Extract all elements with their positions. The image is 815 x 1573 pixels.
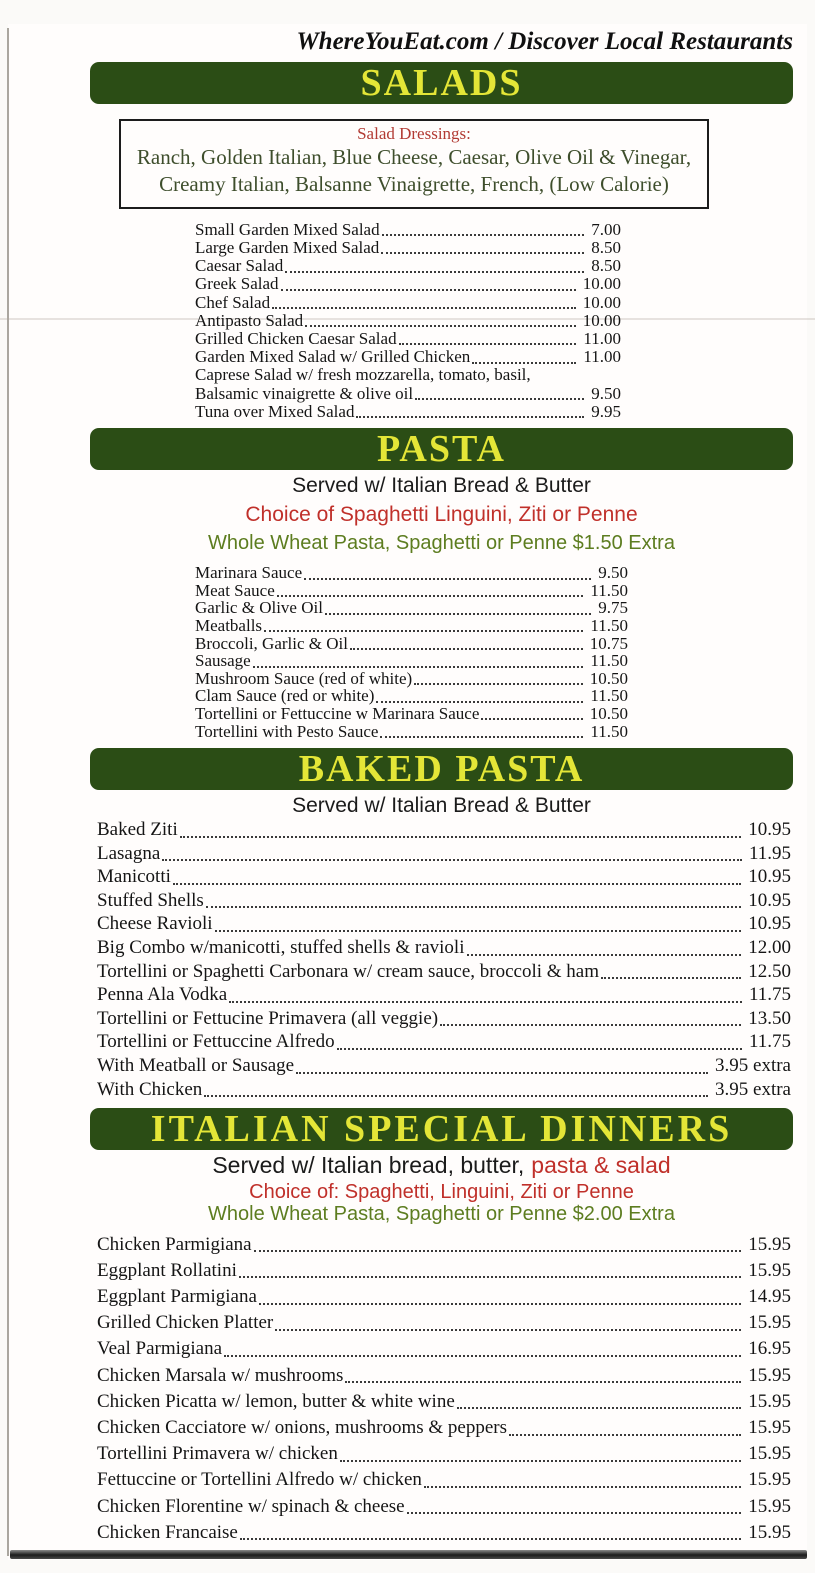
item-price: 11.75 [748, 1031, 791, 1053]
item-name: Clam Sauce (red or white) [195, 686, 375, 706]
item-name: Large Garden Mixed Salad [195, 238, 380, 258]
item-name: Big Combo w/manicotti, stuffed shells & ravioli [97, 937, 465, 959]
dot-leader [467, 954, 742, 956]
item-name: Lasagna [97, 842, 161, 864]
dot-leader [601, 977, 741, 979]
item-price: 11.00 [583, 328, 621, 348]
dot-leader [381, 252, 584, 254]
item-price: 10.95 [748, 889, 791, 911]
menu-item-row [97, 1465, 791, 1491]
item-name: Chicken Florentine w/ spinach & cheese [97, 1495, 405, 1517]
dot-leader [285, 271, 584, 273]
item-name: Garlic & Olive Oil [195, 598, 323, 618]
dot-leader [407, 1512, 742, 1514]
menu-item-row [195, 723, 628, 741]
dot-leader [481, 718, 582, 720]
italian-dinners-item-list [97, 1229, 791, 1543]
page-left-edge [7, 28, 9, 1556]
menu-item-row [97, 1360, 791, 1386]
menu-item-row [97, 1077, 791, 1101]
menu-item-row [97, 959, 791, 983]
italian-dinners-wheat-note: Whole Wheat Pasta, Spaghetti or Penne $2.00 Extra [208, 1203, 675, 1225]
item-name: Chef Salad [195, 292, 271, 312]
item-price: 15.95 [748, 1259, 791, 1281]
item-price: 15.95 [748, 1416, 791, 1438]
item-price: 10.00 [582, 292, 621, 312]
item-price: 8.50 [591, 256, 621, 276]
menu-item-row [195, 635, 628, 653]
dot-leader [424, 1486, 741, 1488]
dot-leader [239, 1276, 741, 1278]
salad-dressings-label: Salad Dressings: [357, 124, 471, 143]
item-name: Baked Ziti [97, 819, 178, 841]
menu-item-row [195, 239, 621, 257]
pasta-wheat-note: Whole Wheat Pasta, Spaghetti or Penne $1.50 Extra [208, 532, 675, 554]
item-name: Fettuccine or Tortellini Alfredo w/ chicken [97, 1469, 422, 1491]
dot-leader [240, 1538, 741, 1540]
dot-leader [376, 701, 583, 703]
item-name: Tortellini or Fettucine Primavera (all veggie) [97, 1007, 439, 1029]
item-name: Tuna over Mixed Salad [195, 401, 355, 421]
menu-item-row [97, 1308, 791, 1334]
section-header-italian-dinners: ITALIAN SPECIAL DINNERS [90, 1108, 793, 1150]
site-header: WhereYouEat.com / Discover Local Restaurants [296, 28, 793, 55]
item-price: 8.50 [591, 238, 621, 258]
item-price: 10.95 [748, 913, 791, 935]
item-name: Meat Sauce [195, 580, 275, 600]
dot-leader [272, 307, 576, 309]
item-name: Penna Ala Vodka [97, 984, 228, 1006]
dot-leader [275, 1329, 741, 1331]
dot-leader [254, 1250, 742, 1252]
menu-item-row [97, 911, 791, 935]
dot-leader [382, 234, 585, 236]
dot-leader [229, 1001, 742, 1003]
menu-item-row [195, 565, 628, 583]
item-price: 11.95 [748, 842, 791, 864]
dot-leader [399, 343, 577, 345]
item-name: Marinara Sauce [195, 563, 303, 583]
item-name: Caprese Salad w/ fresh mozzarella, tomato, basil, [195, 365, 531, 385]
menu-item-row [195, 330, 621, 348]
menu-item-row [97, 888, 791, 912]
item-price: 15.95 [748, 1364, 791, 1386]
dot-leader [337, 1048, 742, 1050]
item-price: 11.50 [590, 651, 628, 671]
dot-leader [415, 398, 584, 400]
item-name: Chicken Cacciatore w/ onions, mushrooms & peppers [97, 1416, 508, 1438]
dot-leader [509, 1434, 741, 1436]
item-name: Tortellini with Pesto Sauce [195, 721, 379, 741]
item-name: Garden Mixed Salad w/ Grilled Chicken [195, 347, 471, 367]
menu-item-row [97, 817, 791, 841]
salad-dressings-line1: Ranch, Golden Italian, Blue Cheese, Caesar, Olive Oil & Vinegar, [136, 145, 692, 169]
item-name: Tortellini or Fettuccine Alfredo [97, 1031, 335, 1053]
dot-leader [440, 1024, 741, 1026]
menu-item-row [97, 1006, 791, 1030]
italian-dinners-choice-note: Choice of: Spaghetti, Linguini, Ziti or Penne [249, 1181, 634, 1203]
dot-leader [253, 666, 584, 668]
item-name: Sausage [195, 651, 251, 671]
item-price: 12.50 [748, 960, 791, 982]
dot-leader [162, 859, 742, 861]
menu-item-row [195, 257, 621, 275]
menu-item-row [195, 348, 621, 366]
menu-item-row [97, 1029, 791, 1053]
item-price: 11.75 [748, 984, 791, 1006]
item-price: 15.95 [748, 1390, 791, 1412]
italian-dinners-served-note [90, 1152, 793, 1179]
item-price: 9.50 [598, 563, 628, 583]
section-header-baked-pasta: BAKED PASTA [90, 748, 793, 790]
item-price: 15.95 [748, 1495, 791, 1517]
item-name: Stuffed Shells [97, 889, 204, 911]
item-price: 10.50 [589, 703, 628, 723]
menu-item-row [195, 653, 628, 671]
menu-item-row [195, 312, 621, 330]
item-price: 10.00 [582, 274, 621, 294]
item-name: Mushroom Sauce (red of white) [195, 668, 413, 688]
menu-item-row [195, 385, 621, 403]
dot-leader [215, 930, 742, 932]
dot-leader [304, 578, 591, 580]
item-price: 3.95 extra [715, 1078, 791, 1100]
item-name: Tortellini Primavera w/ chicken [97, 1443, 338, 1465]
dot-leader [296, 1072, 708, 1074]
menu-item-row [97, 1517, 791, 1543]
dot-leader [204, 1095, 708, 1097]
item-name: Chicken Francaise [97, 1521, 238, 1543]
item-price: 7.00 [591, 219, 621, 239]
item-price: 12.00 [748, 937, 791, 959]
dot-leader [224, 1355, 741, 1357]
dot-leader [414, 683, 583, 685]
salad-dressings-box [119, 119, 709, 209]
item-price: 13.50 [748, 1007, 791, 1029]
item-price: 15.95 [748, 1233, 791, 1255]
menu-item-row [97, 935, 791, 959]
dot-leader [457, 1407, 741, 1409]
item-price: 10.95 [748, 866, 791, 888]
item-price: 10.95 [748, 819, 791, 841]
salads-item-list [195, 221, 621, 421]
item-price: 11.50 [590, 616, 628, 636]
menu-item-row [97, 1229, 791, 1255]
dot-leader [281, 289, 576, 291]
menu-item-row [97, 1491, 791, 1517]
item-name: Cheese Ravioli [97, 913, 213, 935]
dot-leader [380, 736, 583, 738]
menu-item-row [97, 1439, 791, 1465]
dot-leader [206, 906, 741, 908]
dot-leader [340, 1460, 741, 1462]
item-name: Antipasto Salad [195, 310, 304, 330]
dot-leader [277, 595, 584, 597]
menu-item-row [97, 1334, 791, 1360]
menu-item-row [195, 294, 621, 312]
item-name: Chicken Marsala w/ mushrooms [97, 1364, 344, 1386]
item-name: With Chicken [97, 1078, 203, 1100]
item-name: Veal Parmigiana [97, 1338, 223, 1360]
menu-item-row [97, 1255, 791, 1281]
item-name: Tortellini or Spaghetti Carbonara w/ cream sauce, broccoli & ham [97, 960, 599, 982]
dot-leader [350, 648, 583, 650]
dot-leader [305, 325, 576, 327]
item-price: 10.00 [582, 310, 621, 330]
item-price: 3.95 extra [715, 1055, 791, 1077]
baked-pasta-served-note: Served w/ Italian Bread & Butter [292, 794, 591, 817]
item-price: 15.95 [748, 1521, 791, 1543]
item-name: Eggplant Rollatini [97, 1259, 237, 1281]
menu-item-row [97, 1053, 791, 1077]
item-name: Balsamic vinaigrette & olive oil [195, 383, 414, 403]
pasta-choice-note: Choice of Spaghetti Linguini, Ziti or Penne [245, 503, 638, 526]
menu-item-row [97, 1412, 791, 1438]
item-name: Chicken Parmigiana [97, 1233, 252, 1255]
dot-leader [325, 613, 591, 615]
item-name: Manicotti [97, 866, 171, 888]
item-name: Greek Salad [195, 274, 279, 294]
menu-item-row [195, 276, 621, 294]
dot-leader [356, 416, 584, 418]
item-price: 14.95 [748, 1286, 791, 1308]
baked-pasta-item-list [97, 817, 791, 1100]
salad-dressings-line2: Creamy Italian, Balsanne Vinaigrette, French, (Low Calorie) [159, 172, 669, 196]
menu-item-row [195, 221, 621, 239]
menu-item-row [195, 703, 628, 724]
item-price: 15.95 [748, 1312, 791, 1334]
dot-leader [173, 883, 741, 885]
item-price: 15.95 [748, 1469, 791, 1491]
item-name: Broccoli, Garlic & Oil [195, 633, 348, 653]
item-price: 11.50 [590, 580, 628, 600]
dot-leader [180, 836, 742, 838]
item-price: 11.50 [590, 686, 628, 706]
italian-served-note-red: pasta & salad [531, 1152, 671, 1178]
item-price: 9.95 [591, 401, 621, 421]
menu-item-row [195, 618, 628, 636]
item-name: With Meatball or Sausage [97, 1055, 295, 1077]
item-name: Grilled Chicken Caesar Salad [195, 328, 397, 348]
item-price: 10.75 [589, 633, 628, 653]
item-price: 9.50 [591, 383, 621, 403]
menu-item-row [97, 1386, 791, 1412]
item-name: Grilled Chicken Platter [97, 1312, 274, 1334]
menu-item-row [97, 1281, 791, 1307]
item-name: Tortellini or Fettuccine w Marinara Sauce [195, 703, 480, 723]
pasta-served-note: Served w/ Italian Bread & Butter [292, 474, 591, 497]
menu-item-row [195, 403, 621, 421]
menu-item-row [97, 982, 791, 1006]
item-price: 11.00 [583, 347, 621, 367]
italian-served-note-black: Served w/ Italian bread, butter, [212, 1152, 525, 1178]
item-name: Chicken Picatta w/ lemon, butter & white wine [97, 1390, 455, 1412]
item-name: Small Garden Mixed Salad [195, 219, 380, 239]
menu-item-row [97, 864, 791, 888]
item-price: 11.50 [590, 721, 628, 741]
item-name: Eggplant Parmigiana [97, 1286, 257, 1308]
dot-leader [264, 630, 583, 632]
menu-item-row [195, 367, 621, 385]
section-header-salads: SALADS [90, 62, 793, 104]
dot-leader [259, 1303, 741, 1305]
item-price: 15.95 [748, 1443, 791, 1465]
dot-leader [345, 1381, 741, 1383]
item-price: 16.95 [748, 1338, 791, 1360]
item-name: Meatballs [195, 616, 263, 636]
section-header-pasta: PASTA [90, 428, 793, 470]
page-bottom-edge [10, 1550, 807, 1559]
dot-leader [472, 362, 576, 364]
item-price: 9.75 [598, 598, 628, 618]
pasta-item-list [195, 565, 628, 741]
item-price: 10.50 [589, 668, 628, 688]
menu-item-row [97, 841, 791, 865]
item-name: Caesar Salad [195, 256, 284, 276]
